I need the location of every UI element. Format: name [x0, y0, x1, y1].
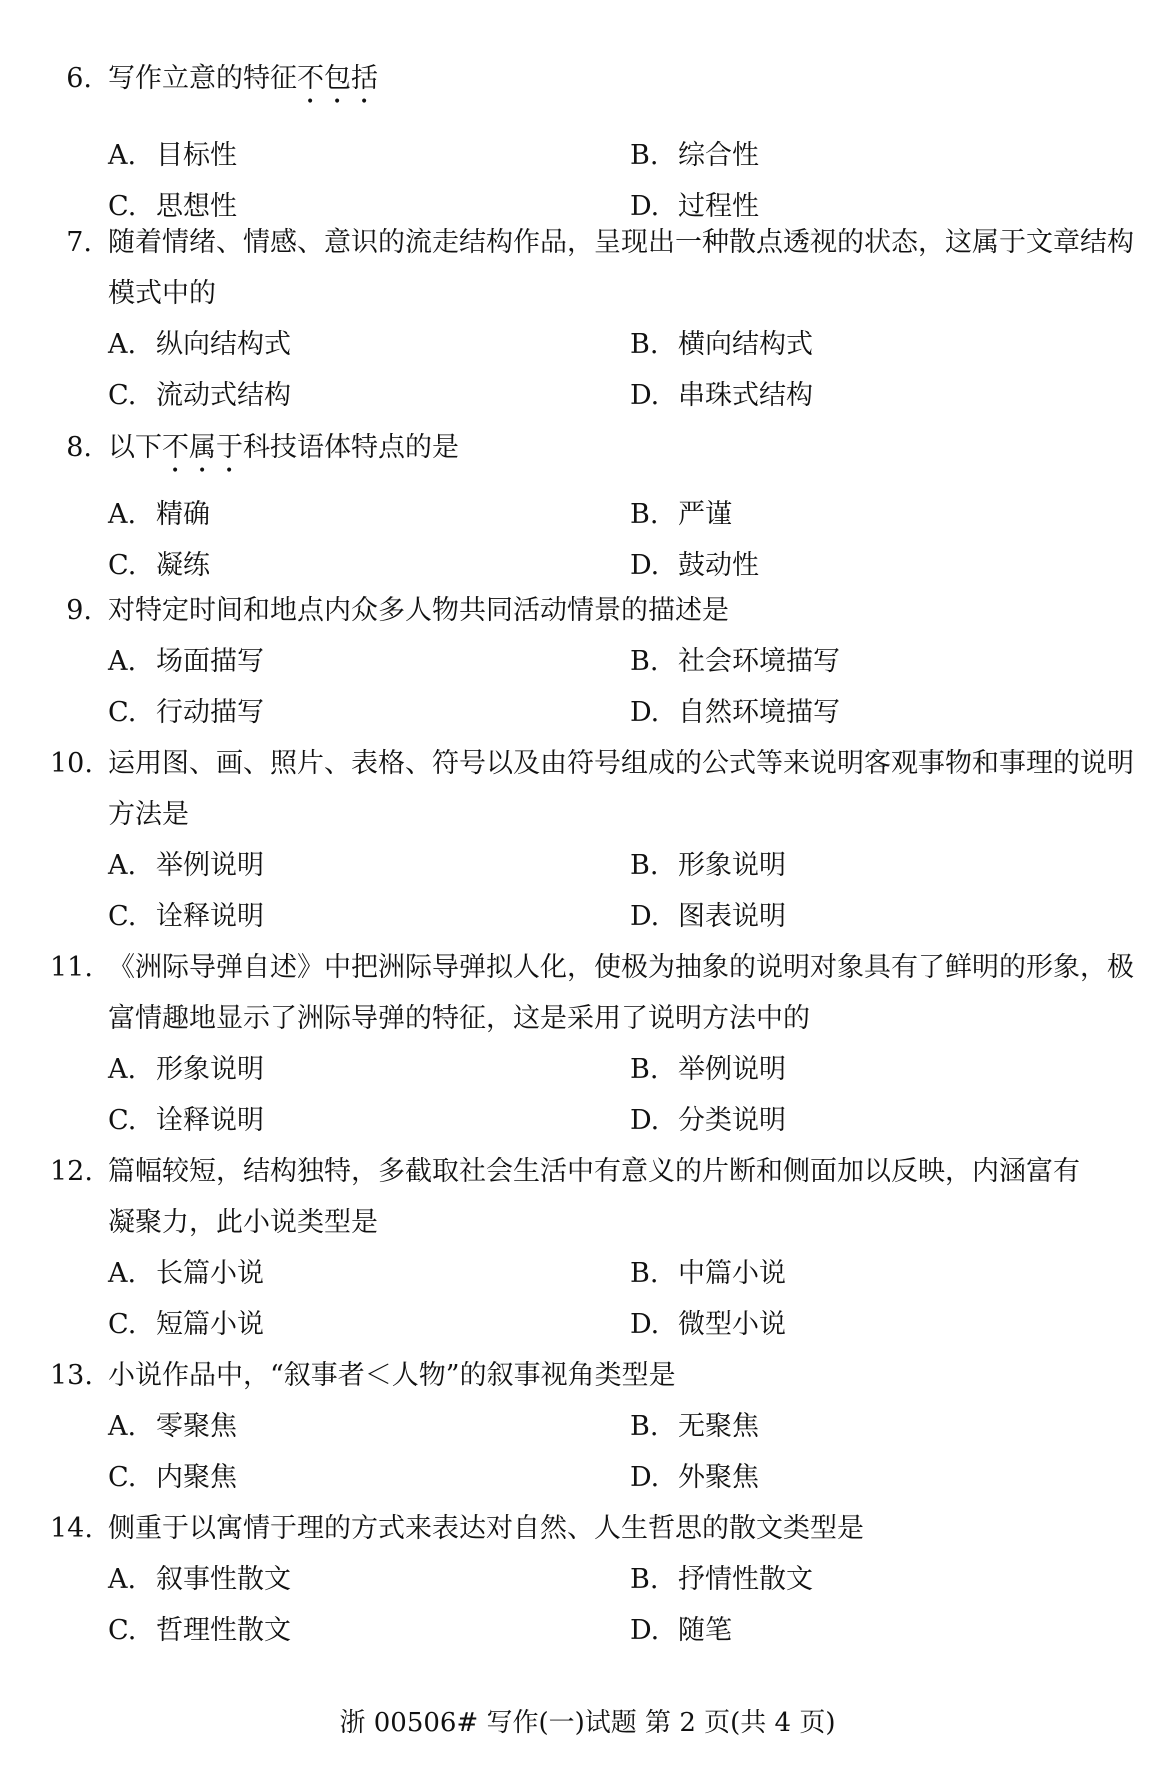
question-stem [0, 53, 1175, 110]
question-stem [0, 942, 1175, 1044]
stem-text: 侧重于以寓情于理的方式来表达对自然、人生哲思的散文类型是 [108, 1513, 864, 1544]
option-b: B. 严谨 [630, 499, 732, 530]
stem-text: 对特定时间和地点内众多人物共同活动情景的描述是 [108, 595, 729, 626]
option-row [0, 1044, 1175, 1095]
option-a: A. 形象说明 [108, 1054, 264, 1085]
stem-text: 小说作品中，“叙事者＜人物”的叙事视角类型是 [108, 1360, 676, 1391]
option-c: C. 流动式结构 [108, 380, 291, 411]
option-d: D. 鼓动性 [630, 550, 759, 581]
question-number: 14. [50, 1513, 93, 1544]
option-a: A. 纵向结构式 [108, 329, 291, 360]
question-7 [0, 217, 1175, 421]
emphasized-text: 不属于 [162, 432, 243, 463]
option-row [0, 891, 1175, 942]
option-a: A. 叙事性散文 [108, 1564, 291, 1595]
option-d: D. 串珠式结构 [630, 380, 813, 411]
option-a: A. 零聚焦 [108, 1411, 237, 1442]
option-c: C. 诠释说明 [108, 901, 264, 932]
option-b: B. 形象说明 [630, 850, 786, 881]
question-number: 10. [50, 748, 93, 779]
question-stem [0, 1146, 1175, 1248]
option-row [0, 489, 1175, 540]
question-14 [0, 1503, 1175, 1656]
page-footer: 浙 00506# 写作(一)试题 第 2 页(共 4 页) [339, 1708, 836, 1738]
option-d: D. 微型小说 [630, 1309, 786, 1340]
question-8 [0, 422, 1175, 591]
question-11 [0, 942, 1175, 1146]
question-12 [0, 1146, 1175, 1350]
question-6 [0, 53, 1175, 232]
question-stem [0, 422, 1175, 479]
stem-text: 科技语体特点的是 [243, 432, 459, 463]
stem-text: 随着情绪、情感、意识的流走结构作品，呈现出一种散点透视的状态，这属于文章结构模式中的 [108, 227, 1134, 309]
question-stem [0, 738, 1175, 840]
stem-text: 篇幅较短，结构独特，多截取社会生活中有意义的片断和侧面加以反映，内涵富有凝聚力，此小说类型是 [108, 1156, 1080, 1238]
stem-text: 以下 [108, 432, 162, 463]
option-row [0, 1401, 1175, 1452]
option-c: C. 短篇小说 [108, 1309, 264, 1340]
option-c: C. 哲理性散文 [108, 1615, 291, 1646]
option-c: C. 思想性 [108, 191, 237, 222]
option-row [0, 1452, 1175, 1503]
option-a: A. 精确 [108, 499, 210, 530]
question-13 [0, 1350, 1175, 1503]
option-d: D. 随笔 [630, 1615, 732, 1646]
option-row [0, 1554, 1175, 1605]
question-stem [0, 1350, 1175, 1401]
option-d: D. 自然环境描写 [630, 697, 840, 728]
option-row [0, 840, 1175, 891]
option-c: C. 诠释说明 [108, 1105, 264, 1136]
option-row [0, 130, 1175, 181]
option-d: D. 过程性 [630, 191, 759, 222]
option-a: A. 长篇小说 [108, 1258, 264, 1289]
question-10 [0, 738, 1175, 942]
question-stem [0, 217, 1175, 319]
option-row [0, 687, 1175, 738]
option-b: B. 社会环境描写 [630, 646, 840, 677]
option-c: C. 凝练 [108, 550, 210, 581]
option-b: B. 综合性 [630, 140, 759, 171]
option-row [0, 540, 1175, 591]
option-a: A. 举例说明 [108, 850, 264, 881]
option-b: B. 横向结构式 [630, 329, 813, 360]
question-number: 7. [66, 227, 92, 258]
option-c: C. 内聚焦 [108, 1462, 237, 1493]
option-row [0, 1299, 1175, 1350]
option-row [0, 636, 1175, 687]
option-a: A. 场面描写 [108, 646, 264, 677]
option-b: B. 无聚焦 [630, 1411, 759, 1442]
option-row [0, 370, 1175, 421]
option-b: B. 抒情性散文 [630, 1564, 813, 1595]
option-c: C. 行动描写 [108, 697, 264, 728]
option-b: B. 举例说明 [630, 1054, 786, 1085]
option-row [0, 1248, 1175, 1299]
option-a: A. 目标性 [108, 140, 237, 171]
question-number: 13. [50, 1360, 93, 1391]
option-row [0, 1605, 1175, 1656]
question-number: 9. [66, 595, 92, 626]
question-number: 12. [50, 1156, 93, 1187]
stem-text: 《洲际导弹自述》中把洲际导弹拟人化，使极为抽象的说明对象具有了鲜明的形象，极富情趣地显示了洲际导弹的特征，这是采用了说明方法中的 [108, 952, 1134, 1034]
stem-text: 写作立意的特征 [108, 63, 297, 94]
question-stem [0, 1503, 1175, 1554]
question-number: 6. [66, 63, 92, 94]
option-row [0, 1095, 1175, 1146]
question-number: 8. [66, 432, 92, 463]
option-d: D. 外聚焦 [630, 1462, 759, 1493]
question-9 [0, 585, 1175, 738]
option-row [0, 319, 1175, 370]
option-b: B. 中篇小说 [630, 1258, 786, 1289]
question-stem [0, 585, 1175, 636]
option-d: D. 图表说明 [630, 901, 786, 932]
option-d: D. 分类说明 [630, 1105, 786, 1136]
emphasized-text: 不包括 [297, 63, 378, 94]
question-number: 11. [50, 952, 93, 983]
stem-text: 运用图、画、照片、表格、符号以及由符号组成的公式等来说明客观事物和事理的说明方法是 [108, 748, 1134, 830]
